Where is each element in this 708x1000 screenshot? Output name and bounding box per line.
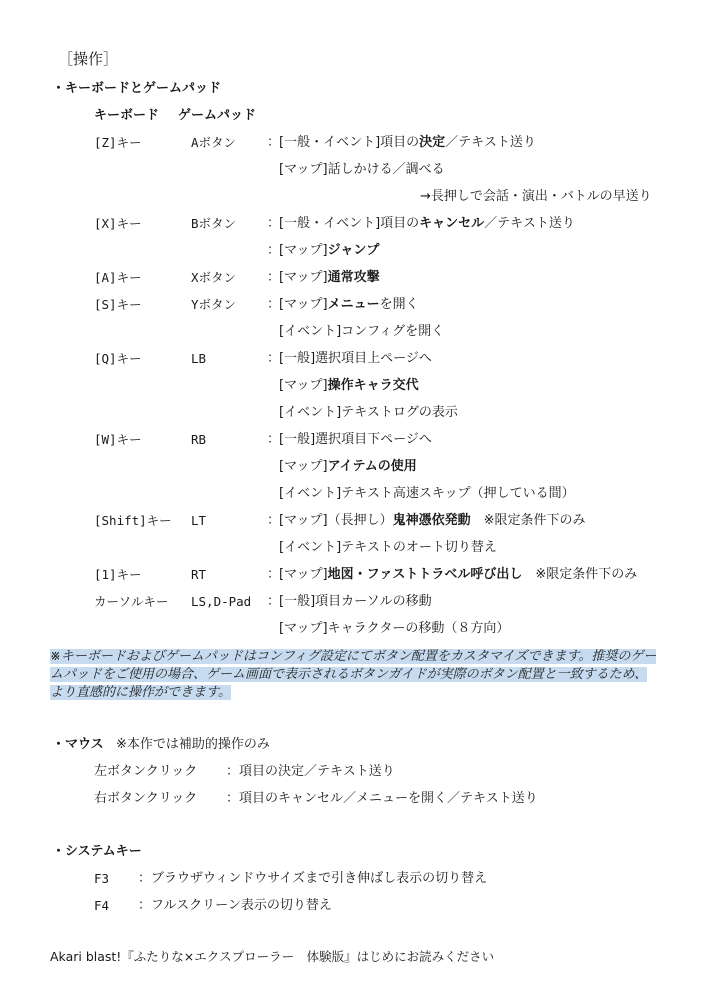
mouse-row-left-label: 左ボタンクリック — [94, 764, 198, 779]
desc-colon: ： — [267, 270, 281, 285]
description-text: ※限定条件下のみ — [522, 567, 638, 582]
desc-colon: ： — [267, 432, 281, 447]
key-label: [Z]キー — [94, 135, 142, 150]
key-label: [Q]キー — [94, 351, 142, 366]
system-row-f4-desc: ：フルスクリーン表示の切り替え — [138, 898, 332, 913]
action-description — [279, 161, 445, 179]
description-text: ※限定条件下のみ — [470, 513, 586, 528]
gamepad-label: LB — [191, 351, 207, 366]
description-emphasis: キャンセル — [419, 216, 485, 231]
document-footer: Akari blast!『ふたりな×エクスプローラー 体験版』はじめにお読みください — [50, 949, 495, 964]
action-description — [279, 512, 586, 530]
description-text: [マップ] — [279, 459, 328, 474]
description-emphasis: 通常攻撃 — [327, 270, 380, 285]
description-text: →長押しで会話・演出・バトルの早送り — [420, 189, 652, 204]
mouse-subnote: ※本作では補助的操作のみ — [116, 737, 270, 752]
gamepad-label: LS,D-Pad — [191, 594, 252, 609]
action-description — [279, 350, 432, 368]
action-description — [279, 566, 637, 584]
description-text: [イベント]テキストログの表示 — [279, 405, 458, 420]
action-description — [420, 188, 652, 206]
desc-colon: ： — [267, 513, 281, 528]
system-row-f3-label: F3 — [94, 871, 110, 886]
gamepad-label: Aボタン — [191, 135, 237, 150]
description-emphasis: 操作キャラ交代 — [327, 378, 419, 393]
description-text: [イベント]コンフィグを開く — [279, 324, 445, 339]
description-text: [一般・イベント]項目の — [279, 216, 420, 231]
action-description — [279, 458, 417, 476]
system-row-f3-desc: ：ブラウザウィンドウサイズまで引き伸ばし表示の切り替え — [138, 871, 488, 886]
system-row-f4-label: F4 — [94, 898, 110, 913]
action-description — [279, 620, 509, 638]
mouse-row-left-desc: ：項目の決定／テキスト送り — [226, 764, 395, 779]
description-emphasis: メニュー — [327, 297, 380, 312]
key-label: カーソルキー — [94, 594, 169, 609]
description-emphasis: 地図・ファストトラベル呼び出し — [327, 567, 523, 582]
description-text: [一般]選択項目上ページへ — [279, 351, 432, 366]
description-text: [マップ] — [279, 297, 328, 312]
gamepad-label: LT — [191, 513, 207, 528]
gamepad-label: Yボタン — [191, 297, 237, 312]
description-text: [イベント]テキスト高速スキップ（押している間） — [279, 486, 575, 501]
description-text: [一般]選択項目下ページへ — [279, 432, 432, 447]
description-text: [マップ] — [279, 378, 328, 393]
gamepad-label: RT — [191, 567, 207, 582]
description-text: を開く — [379, 297, 419, 312]
desc-colon: ： — [267, 216, 281, 231]
action-description — [279, 485, 575, 503]
customization-note: ※キーボードおよびゲームパッドはコンフィグ設定にてボタン配置をカスタマイズできます。推奨のゲームパッドをご使用の場合、ゲーム画面で表示されるボタンガイドが実際のボタン配置と一致するため、より直感的に操作ができます。 — [50, 649, 657, 700]
description-emphasis: アイテムの使用 — [327, 459, 417, 474]
section-heading-system-keys: ・システムキー — [52, 844, 142, 859]
description-text: [一般・イベント]項目の — [279, 135, 420, 150]
key-label: [Shift]キー — [94, 513, 172, 528]
desc-colon: ： — [267, 135, 281, 150]
action-description — [279, 242, 379, 260]
key-label: [X]キー — [94, 216, 142, 231]
action-description — [279, 269, 380, 287]
description-text: ／テキスト送り — [445, 135, 536, 150]
description-text: [マップ]キャラクターの移動（８方向） — [279, 621, 510, 636]
column-header-gamepad: ゲームパッド — [178, 108, 257, 123]
description-text: ／テキスト送り — [484, 216, 575, 231]
description-emphasis: 決定 — [419, 135, 446, 150]
desc-colon: ： — [267, 567, 281, 582]
mouse-row-right-label: 右ボタンクリック — [94, 791, 198, 806]
action-description — [279, 431, 432, 449]
description-emphasis: ジャンプ — [327, 243, 380, 258]
description-emphasis: 鬼神憑依発動 — [392, 513, 471, 528]
action-description — [279, 377, 419, 395]
page-title: ［操作］ — [58, 50, 119, 68]
action-description — [279, 593, 432, 611]
gamepad-label: Xボタン — [191, 270, 237, 285]
desc-colon: ： — [267, 243, 281, 258]
gamepad-label: RB — [191, 432, 207, 447]
desc-colon: ： — [267, 594, 281, 609]
description-text: [マップ] — [279, 567, 328, 582]
description-text: [一般]項目カーソルの移動 — [279, 594, 432, 609]
action-description — [279, 215, 575, 233]
action-description — [279, 539, 497, 557]
mouse-row-right-desc: ：項目のキャンセル／メニューを開く／テキスト送り — [226, 791, 538, 806]
key-label: [S]キー — [94, 297, 142, 312]
description-text: [マップ]（長押し） — [279, 513, 393, 528]
column-header-keyboard: キーボード — [94, 108, 160, 123]
key-label: [A]キー — [94, 270, 142, 285]
action-description — [279, 404, 458, 422]
action-description — [279, 134, 536, 152]
gamepad-label: Bボタン — [191, 216, 237, 231]
key-label: [1]キー — [94, 567, 142, 582]
description-text: [マップ]話しかける／調べる — [279, 162, 445, 177]
section-heading-mouse: ・マウス — [52, 737, 104, 752]
key-label: [W]キー — [94, 432, 142, 447]
desc-colon: ： — [267, 297, 281, 312]
description-text: [マップ] — [279, 243, 328, 258]
desc-colon: ： — [267, 351, 281, 366]
section-heading-keyboard-gamepad: ・キーボードとゲームパッド — [52, 81, 222, 96]
description-text: [マップ] — [279, 270, 328, 285]
description-text: [イベント]テキストのオート切り替え — [279, 540, 497, 555]
action-description — [279, 323, 444, 341]
action-description — [279, 296, 419, 314]
